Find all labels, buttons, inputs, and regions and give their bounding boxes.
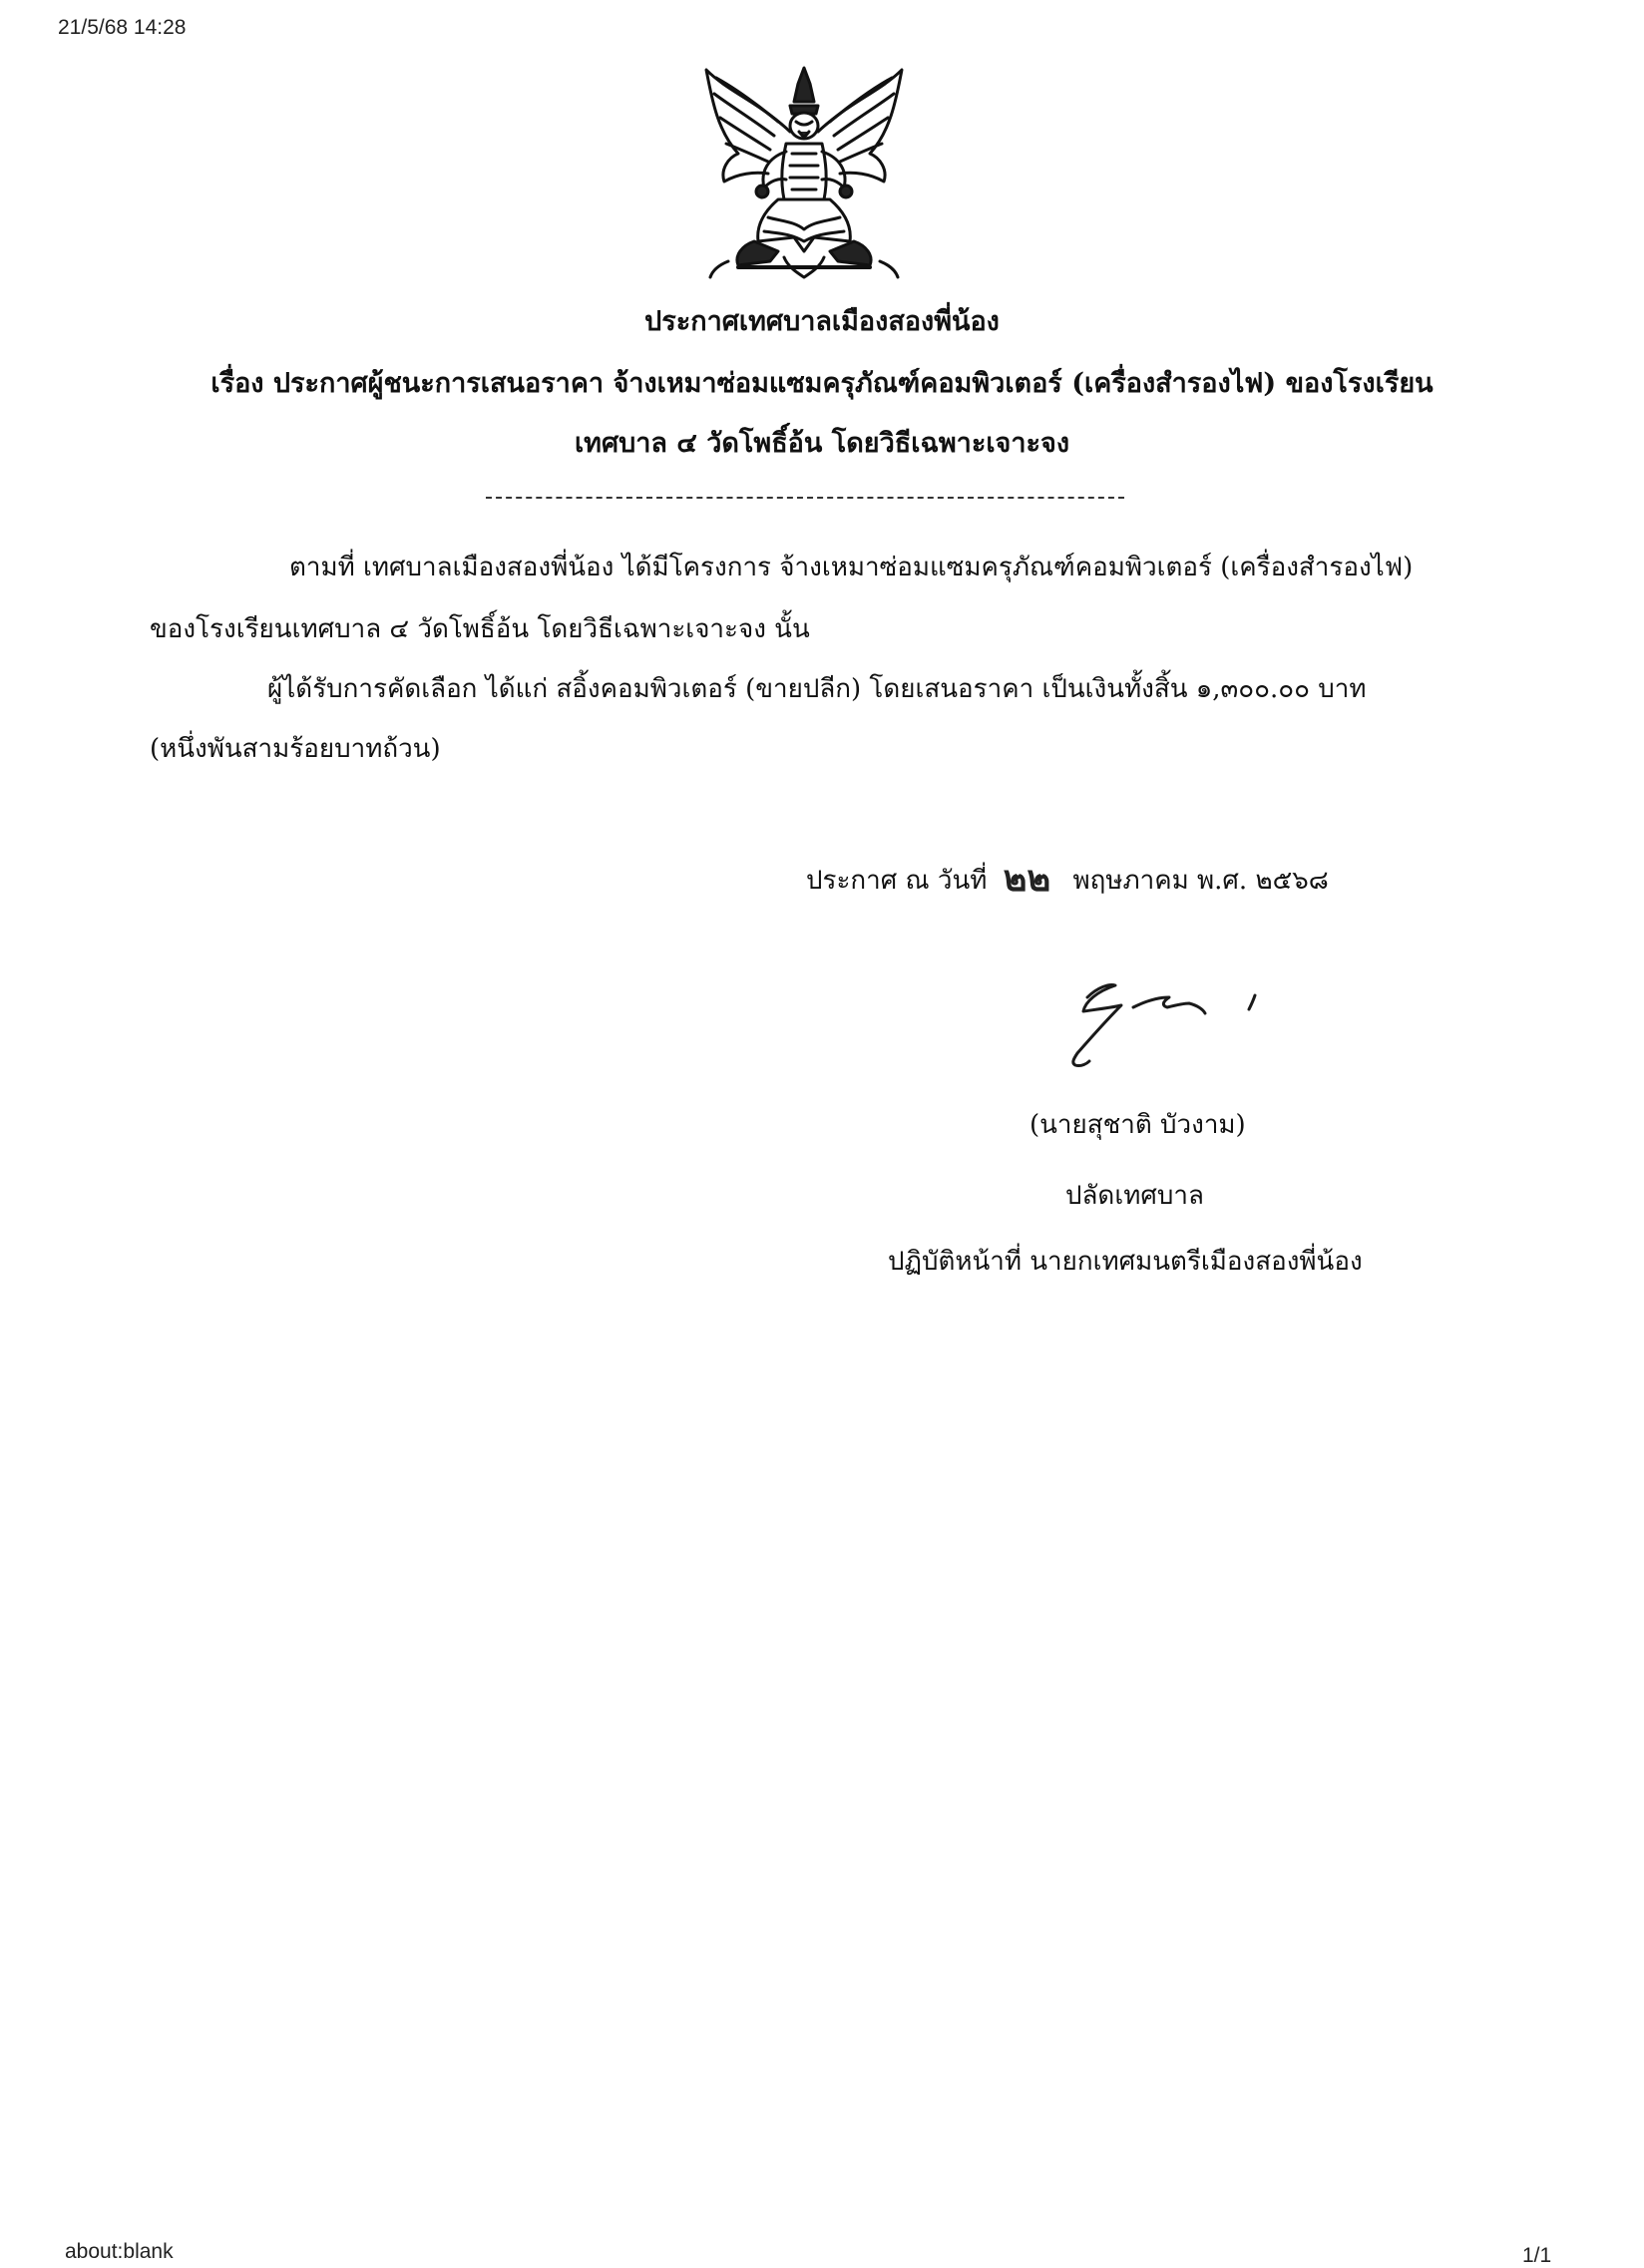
announcement-day: ๒๒ xyxy=(1003,858,1051,900)
signatory-acting-role: ปฏิบัติหน้าที่ นายกเทศมนตรีเมืองสองพี่น้อง xyxy=(888,1247,1363,1277)
announcement-date xyxy=(806,850,1329,907)
garuda-emblem-icon xyxy=(698,62,910,281)
body-paragraph-1-line-2: ของโรงเรียนเทศบาล ๔ วัดโพธิ์อ้น โดยวิธีเฉพาะเจาะจง นั้น xyxy=(150,614,810,644)
body-paragraph-1-line-1: ตามที่ เทศบาลเมืองสองพี่น้อง ได้มีโครงการ จ้างเหมาซ่อมแซมครุภัณฑ์คอมพิวเตอร์ (เครื่องสำรองไฟ) xyxy=(289,553,1414,582)
signatory-position: ปลัดเทศบาล xyxy=(1065,1181,1204,1211)
document-subject-line-2: เทศบาล ๔ วัดโพธิ์อ้น โดยวิธีเฉพาะเจาะจง xyxy=(574,428,1070,459)
document-title: ประกาศเทศบาลเมืองสองพี่น้อง xyxy=(644,306,1000,337)
handwritten-signature xyxy=(1028,957,1297,1077)
print-timestamp: 21/5/68 14:28 xyxy=(58,16,187,39)
print-page-number: 1/1 xyxy=(1522,2244,1552,2267)
body-paragraph-2-line-1: ผู้ได้รับการคัดเลือก ได้แก่ สอิ้งคอมพิวเตอร์ (ขายปลีก) โดยเสนอราคา เป็นเงินทั้งสิ้น ๑,๓๐๐.๐๐ บาท xyxy=(267,674,1367,704)
body-paragraph-2-line-2: (หนึ่งพันสามร้อยบาทถ้วน) xyxy=(150,734,441,764)
announcement-month-year: พฤษภาคม พ.ศ. ๒๕๖๘ xyxy=(1072,866,1329,896)
title-separator xyxy=(486,497,1124,499)
print-url: about:blank xyxy=(65,2240,174,2263)
signatory-name: (นายสุชาติ บัวงาม) xyxy=(1029,1110,1246,1140)
announcement-date-prefix: ประกาศ ณ วันที่ xyxy=(806,866,988,896)
document-subject-line-1: เรื่อง ประกาศผู้ชนะการเสนอราคา จ้างเหมาซ่อมแซมครุภัณฑ์คอมพิวเตอร์ (เครื่องสำรองไฟ) ของโรงเรียน xyxy=(210,368,1434,399)
